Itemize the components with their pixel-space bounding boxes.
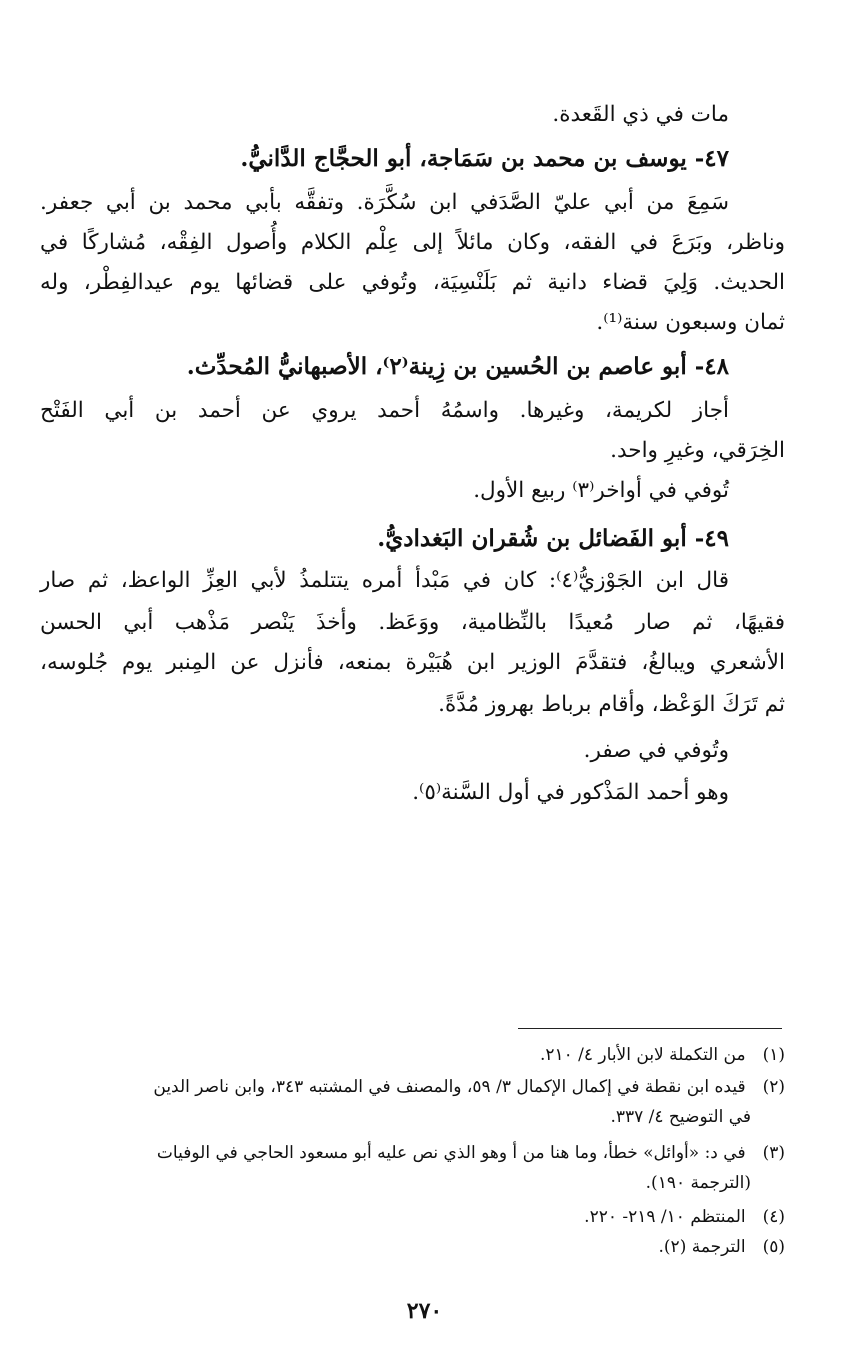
text-line: تُوفي في أواخر⁽٣⁾ ربيع الأول.: [473, 478, 729, 503]
footnote-2-continuation: في التوضيح ٤/ ٣٣٧.: [610, 1107, 751, 1127]
footnote-text: من التكملة لابن الأبار ٤/ ٢١٠.: [539, 1045, 746, 1065]
text-line: وناظر، وبَرَعَ في الفقه، وكان مائلاً إلى عِلْم الكلام وأُصول الفِقْه، مُشاركًا في: [40, 230, 785, 255]
text-line: أجاز لكريمة، وغيرها. واسمُهُ أحمد يروي عن أحمد بن أبي الفَتْح: [40, 398, 729, 423]
footnote-2: [40, 1074, 785, 1100]
footnote-number: (٣): [762, 1143, 785, 1163]
footnote-number: (٥): [762, 1237, 785, 1257]
footnote-4: [40, 1204, 785, 1230]
page-number: ٢٧٠: [406, 1298, 443, 1324]
footnote-text: في د: «أوائل» خطأ، وما هنا من أ وهو الذي نص عليه أبو مسعود الحاجي في الوفيات: [156, 1143, 746, 1163]
text-line: الخِرَقي، وغيرِ واحد.: [610, 438, 785, 463]
footnote-separator: [518, 1028, 782, 1029]
text-line: وتُوفي في صفر.: [583, 738, 729, 763]
footnote-number: (٤): [762, 1207, 785, 1227]
footnote-text: قيده ابن نقطة في إكمال الإكمال ٣/ ٥٩، والمصنف في المشتبه ٣٤٣، وابن ناصر الدين: [153, 1077, 746, 1097]
text-line: وهو أحمد المَذْكور في أول السَّنة⁽٥⁾.: [412, 780, 729, 805]
entry-heading-48: ٤٨- أبو عاصم بن الحُسين بن زِينة⁽٢⁾، الأصبهانيُّ المُحدِّث.: [186, 353, 729, 380]
footnote-number: (١): [762, 1045, 785, 1065]
text-line: قال ابن الجَوْزيُّ⁽٤⁾: كان في مَبْدأ أمره يتتلمذُ لأبي العِزِّ الواعظ، ثم صار: [40, 568, 729, 593]
text-line: ثمان وسبعون سنة⁽¹⁾.: [596, 310, 785, 335]
footnote-number: (٢): [762, 1077, 785, 1097]
entry-heading-47: ٤٧- يوسف بن محمد بن سَمَاجة، أبو الحجَّاج الدَّانيُّ.: [240, 145, 729, 172]
text-line: الحديث. وَلِيَ قضاء دانية ثم بَلَنْسِيَة، وتُوفي على قضائها يوم عيدالفِطْر، وله: [40, 270, 785, 295]
footnote-5: [40, 1234, 785, 1260]
footnote-text: الترجمة (٢).: [658, 1237, 746, 1257]
text-line: سَمِعَ من أبي عليّ الصَّدَفي ابن سُكَّرَة. وتفقَّه بأبي محمد بن أبي جعفر.: [40, 190, 729, 215]
text-line: الأشعري ويبالغُ، فتقدَّمَ الوزير ابن هُبَيْرة بمنعه، فأنزل عن المِنبر يوم جُلوسه،: [40, 650, 785, 675]
footnote-3-continuation: (الترجمة ١٩٠).: [645, 1173, 751, 1193]
entry-heading-49: ٤٩- أبو الفَضائل بن شُقران البَغداديُّ.: [377, 525, 729, 552]
text-line: مات في ذي القَعدة.: [552, 102, 729, 127]
text-line: ثم تَرَكَ الوَعْظ، وأقام برباط بهروز مُدَّةً.: [438, 692, 785, 717]
footnote-3: [40, 1140, 785, 1166]
footnote-1: [40, 1042, 785, 1068]
text-line: فقيهًا، ثم صار مُعيدًا بالنِّظامية، ووَعَظ. وأخذَ يَنْصر مَذْهب أبي الحسن: [40, 610, 785, 635]
footnote-text: المنتظم ١٠/ ٢١٩- ٢٢٠.: [584, 1207, 746, 1227]
